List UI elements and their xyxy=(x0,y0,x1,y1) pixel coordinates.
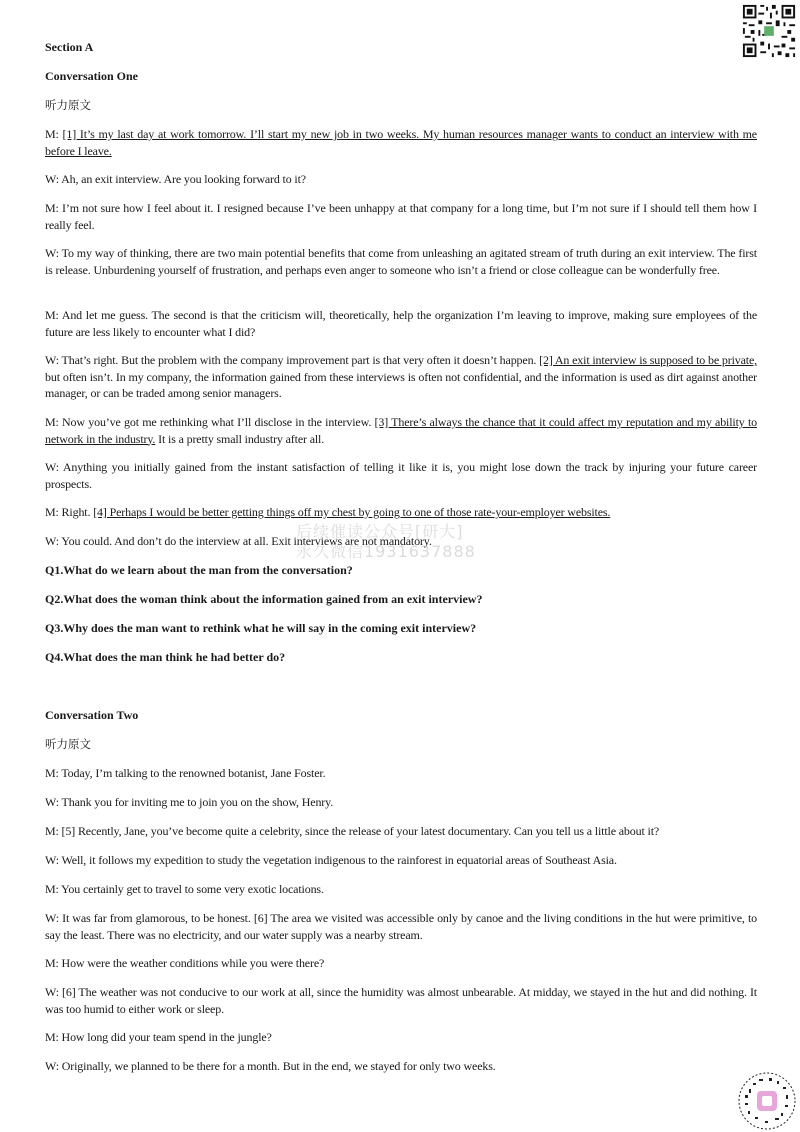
transcript-line: M: [1] It’s my last day at work tomorrow. I’ll start my new job in two weeks. My human resources manager wants to conduct an interview with me before I leave. xyxy=(45,127,757,158)
transcript-label: 听力原文 xyxy=(45,98,91,112)
transcript-line: W: Originally, we planned to be there for a month. But in the end, we stayed for only two weeks. xyxy=(45,1059,496,1073)
transcript-line: W: You could. And don’t do the interview at all. Exit interviews are not mandatory. xyxy=(45,534,432,548)
answer-underline: [1] It’s my last day at work tomorrow. I’ll start my new job in two weeks. My human resources manager wants to conduct an interview with me before I leave. xyxy=(45,127,757,158)
transcript-line: M: Now you’ve got me rethinking what I’ll disclose in the interview. [3] There’s always the chance that it could affect my reputation and my ability to network in the industry. It is a pretty small industry after all. xyxy=(45,415,757,446)
transcript-line: M: You certainly get to travel to some very exotic locations. xyxy=(45,882,324,896)
transcript-line: W: Anything you initially gained from the instant satisfaction of telling it like it is, you might lose down the track by injuring your future career prospects. xyxy=(45,460,757,491)
question-1: Q1.What do we learn about the man from the conversation? xyxy=(45,563,353,577)
transcript-line: M: I’m not sure how I feel about it. I resigned because I’ve been unhappy at that company for a long time, but I’m not sure if I should tell them how I really feel. xyxy=(45,201,757,232)
conversation-two-title: Conversation Two xyxy=(45,708,139,722)
transcript-line: M: Today, I’m talking to the renowned botanist, Jane Foster. xyxy=(45,766,326,780)
answer-underline: [4] Perhaps I would be better getting things off my chest by going to one of those rate-your-employer websites. xyxy=(93,505,611,519)
transcript-line: W: Well, it follows my expedition to study the vegetation indigenous to the rainforest in equatorial areas of Southeast Asia. xyxy=(45,853,617,867)
transcript-line: W: Thank you for inviting me to join you on the show, Henry. xyxy=(45,795,334,809)
transcript-line: W: It was far from glamorous, to be honest. [6] The area we visited was accessible only by canoe and the living conditions in the hut were primitive, to say the least. There was no electricity, and our water supply was a nearby stream. xyxy=(45,911,757,942)
question-2: Q2.What does the woman think about the information gained from an exit interview? xyxy=(45,592,483,606)
section-heading: Section A xyxy=(45,40,94,54)
transcript-line: W: Ah, an exit interview. Are you looking forward to it? xyxy=(45,172,306,186)
transcript-line: M: How were the weather conditions while you were there? xyxy=(45,956,325,970)
watermark: 后续催读公众号[研大] 永久微信1931637888 xyxy=(296,522,476,561)
transcript-label: 听力原文 xyxy=(45,737,91,751)
qr-sticker-image xyxy=(737,1071,797,1131)
question-3: Q3.Why does the man want to rethink what he will say in the coming exit interview? xyxy=(45,621,477,635)
transcript-line: M: How long did your team spend in the jungle? xyxy=(45,1030,272,1044)
transcript-line: W: To my way of thinking, there are two main potential benefits that come from unleashing an agitated stream of truth during an exit interview. The first is release. Unburdening yourself of frustration, and perhaps even anger to someone who isn’t a friend or close colleague can be wonderfully free. xyxy=(45,246,757,277)
question-4: Q4.What does the man think he had better do? xyxy=(45,650,286,664)
transcript-line: W: [6] The weather was not conducive to our work at all, since the humidity was almost unbearable. At midday, we stayed in the hut and did nothing. It was too humid to either work or sleep. xyxy=(45,985,757,1016)
answer-underline: [2] An exit interview is supposed to be private, xyxy=(539,353,757,367)
answer-underline: [3] There’s always the chance that it could affect my reputation and my ability to network in the industry. xyxy=(45,415,757,446)
conversation-one-title: Conversation One xyxy=(45,69,138,83)
transcript-line: W: That’s right. But the problem with the company improvement part is that very often it doesn’t happen. [2] An exit interview is supposed to be private, but often isn’t. In my company, the information gained from these interviews is often not confidential, and the information is used as dirt against another manager, or can be traded among senior managers. xyxy=(45,353,757,400)
transcript-line: M: Right. [4] Perhaps I would be better getting things off my chest by going to one of those rate-your-employer websites. xyxy=(45,505,611,519)
transcript-line: M: And let me guess. The second is that the criticism will, theoretically, help the organization I’m leaving to improve, making sure employees of the future are less likely to encounter what I did? xyxy=(45,308,757,339)
transcript-line: M: [5] Recently, Jane, you’ve become quite a celebrity, since the release of your latest documentary. Can you tell us a little about it? xyxy=(45,824,660,838)
